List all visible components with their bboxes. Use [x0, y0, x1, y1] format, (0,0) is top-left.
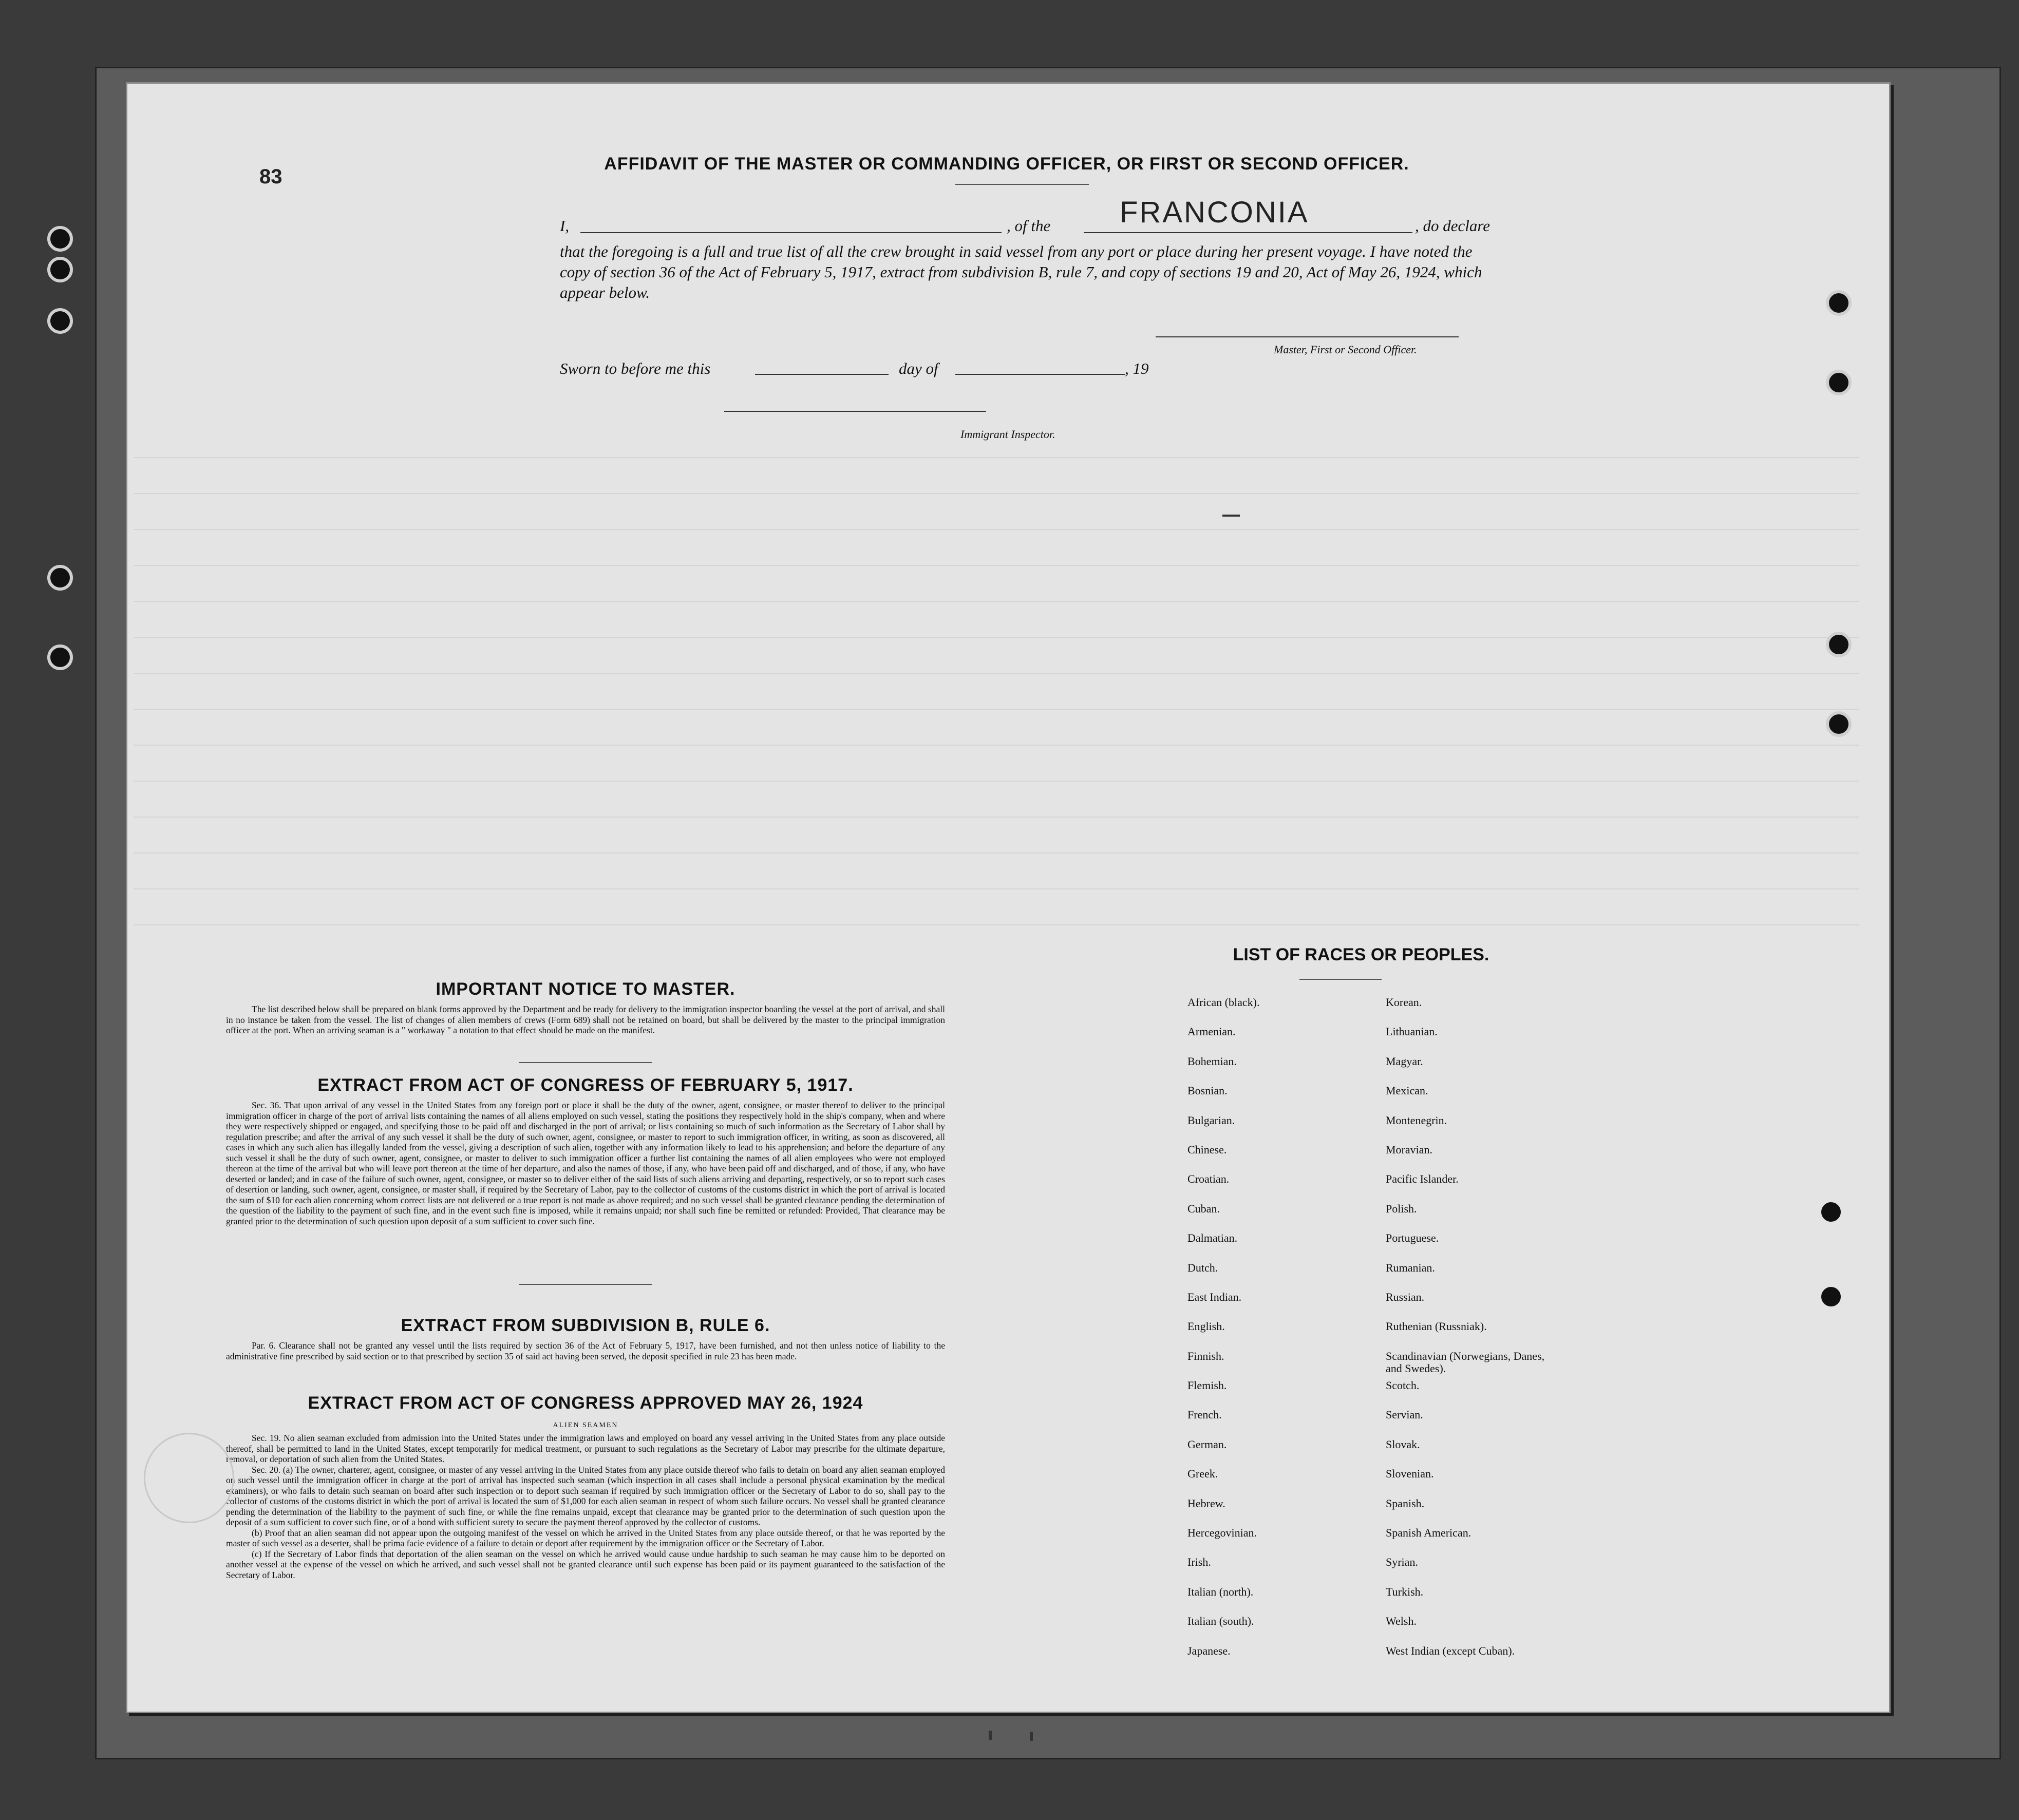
affidavit-declare-label: , do declare: [1415, 217, 1490, 235]
binder-hole: [1826, 290, 1852, 316]
race-item: Polish.: [1386, 1202, 1417, 1215]
race-item: Chinese.: [1187, 1143, 1227, 1156]
binder-hole: [47, 565, 73, 591]
race-item: Moravian.: [1386, 1143, 1433, 1156]
sec36-paragraph: Sec. 36. That upon arrival of any vessel in the United States from any foreign port or place it shall be the duty of the owner, agent, consignee, or master thereof to deliver to the principal immigration officer in charge of the port of arrival lists containing the names of all aliens employed on such vessel, stating the positions they respectively hold in the ship's company, when and where they were respectively shipped or engaged, and specifying those to be paid off and discharged in the port of arrival; or lists containing so much of such information as the Secretary of Labor shall by regulation prescribe; and after the arrival of any such vessel it shall be the duty of such owner, agent, consignee, or master to report to such immigration officer, in writing, as soon as discovered, all cases in which any such alien has illegally landed from the vessel, giving a description of such alien, together with any information likely to lead to his apprehension; and before the departure of any such vessel it shall be the duty of such owner, agent, consignee, or master to deliver to such immigration officer a further list containing the names of all alien employees who were not employed thereon at the time of the arrival but who will leave port thereon at the time of her departure, and also the names of those, if any, who have been paid off and discharged, and of those, if any, who have deserted or landed; and in case of the failure of such owner, agent, consignee, or master so to deliver either of the said lists of such aliens arriving and departing, respectively, or so to report such cases of desertion or landing, such owner, agent, consignee, or master shall, if required by the Secretary of Labor, pay to the collector of customs of the customs district in which the port of arrival is located the sum of $10 for each alien concerning whom correct lists are not delivered or a true report is not made as above required; and no such vessel shall be granted clearance pending the determination of the question of the liability to the payment of such fine, and in the event such fine is imposed, while it remains unpaid; nor shall such fine be remitted or refunded: Provided, That clearance may be granted prior to the determination of such question upon deposit of a sum sufficient to cover such fine.: [226, 1100, 945, 1226]
binder-hole: [47, 226, 73, 252]
race-item: Slovenian.: [1386, 1467, 1434, 1481]
race-item: East Indian.: [1187, 1290, 1242, 1303]
race-item: Bohemian.: [1187, 1054, 1237, 1068]
binder-hole: [1818, 1199, 1844, 1225]
affidavit-i-label: I,: [560, 217, 570, 235]
affidavit-declaration: that the foregoing is a full and true list of all the crew brought in said vessel from any port or place during her present voyage. I have noted the copy of section 36 of the Act of February 5, 1917, extract from subdivision B, rule 7, and copy of sections 19 and 20, Act of May 26, 1924, which appear below.: [560, 242, 1482, 301]
extract-1917-title: EXTRACT FROM ACT OF CONGRESS OF FEBRUARY 5, 1917.: [317, 1075, 854, 1095]
sworn-year-label: , 19: [1125, 359, 1149, 377]
sec20c-paragraph: (c) If the Secretary of Labor finds that deportation of the alien seaman on the vessel on which he arrived would cause undue hardship to such seaman he may cause him to be deported on another vessel at the expense of the vessel on which he arrived, and such vessel shall not be granted clearance until such expense has been paid or its payment guaranteed to the satisfaction of the Secretary of Labor.: [226, 1548, 945, 1580]
binder-hole: [47, 308, 73, 334]
race-item: Rumanian.: [1386, 1261, 1435, 1274]
race-item: Bulgarian.: [1187, 1113, 1235, 1127]
race-item: Russian.: [1386, 1290, 1425, 1303]
binder-hole: [1826, 632, 1852, 657]
alien-seamen-caption: ALIEN SEAMEN: [553, 1421, 618, 1429]
ship-blank-line: [1084, 232, 1412, 233]
sworn-day-of-label: day of: [899, 359, 938, 377]
notice-title: IMPORTANT NOTICE TO MASTER.: [436, 979, 735, 999]
race-item: Ruthenian (Russniak).: [1386, 1320, 1487, 1333]
races-right-column: [1386, 996, 1612, 1674]
master-signature-line: [1156, 336, 1459, 337]
sec20b-paragraph: (b) Proof that an alien seaman did not appear upon the outgoing manifest of the vessel on which he arrived in the United States from any place outside thereof, or that he was reported by the master of such vessel as a deserter, shall be prima facie evidence of a failure to detain or deport after requirement by the immigration officer or the Secretary of Labor.: [226, 1527, 945, 1548]
race-item: Pacific Islander.: [1386, 1172, 1459, 1186]
pen-mark: [1222, 515, 1240, 517]
race-item: Spanish.: [1386, 1496, 1425, 1510]
race-item: Magyar.: [1386, 1054, 1423, 1068]
name-blank-line: [580, 232, 1002, 233]
race-item: German.: [1187, 1437, 1227, 1451]
race-item: Servian.: [1386, 1408, 1423, 1421]
race-item: Turkish.: [1386, 1585, 1424, 1598]
notice-paragraph: The list described below shall be prepared on blank forms approved by the Department and be ready for delivery to the immigration inspector boarding the vessel at the port of arrival, and shall in no instance be taken from the vessel. The list of changes of alien members of crews (Form 689) shall not be retained on board, but shall be delivered by the master to the principal immigration officer at the port. When an arriving seaman is a " workaway " a notation to that effect should be made on the manifest.: [226, 1004, 945, 1035]
race-item: Spanish American.: [1386, 1526, 1471, 1540]
affidavit-title: AFFIDAVIT OF THE MASTER OR COMMANDING OFFICER, OR FIRST OR SECOND OFFICER.: [604, 154, 1409, 174]
sworn-month-line: [955, 374, 1125, 375]
races-left-column: [1187, 996, 1372, 1674]
race-item: Croatian.: [1187, 1172, 1230, 1186]
affidavit-of-the-label: , of the: [1007, 217, 1051, 235]
pen-mark: [1030, 1732, 1033, 1741]
handwritten-page-number: 83: [259, 165, 282, 188]
race-item: Finnish.: [1187, 1349, 1224, 1362]
binder-hole: [1818, 1284, 1844, 1310]
race-item: Hercegovinian.: [1187, 1526, 1257, 1540]
race-item: Lithuanian.: [1386, 1025, 1438, 1038]
race-item: French.: [1187, 1408, 1222, 1421]
race-item: Dalmatian.: [1187, 1231, 1238, 1245]
race-item: Montenegrin.: [1386, 1113, 1447, 1127]
race-item: Scandinavian (Norwegians, Danes, and Swedes).: [1386, 1349, 1545, 1375]
race-item: Syrian.: [1386, 1556, 1418, 1569]
race-item: Mexican.: [1386, 1084, 1428, 1097]
faint-stamp: [144, 1433, 234, 1523]
sec20a-paragraph: Sec. 20. (a) The owner, charterer, agent, consignee, or master of any vessel arriving in the United States from any place outside thereof who fails to detain on board any alien seaman employed on such vessel until the immigration officer in charge at the port of arrival has inspected such seaman (which inspection in all cases shall include a personal physical examination by the medical examiners), or who fails to detain such seaman on board after such inspection or to deport such seaman if required by such immigration officer or the Secretary of Labor to do so, shall pay to the collector of customs of the customs district in which the port of arrival is located the sum of $1,000 for each alien seaman in respect of whom such failure occurs. No vessel shall be granted clearance pending the determination of the liability to the payment of such fine, or while the fine remains unpaid, except that clearance may be granted prior to the determination of such question upon the deposit of a sum sufficient to cover such fine, or of a bond with sufficient surety to secure the payment thereof approved by the collector of customs.: [226, 1464, 945, 1527]
race-item: English.: [1187, 1320, 1225, 1333]
binder-hole: [47, 644, 73, 670]
race-item: Scotch.: [1386, 1379, 1420, 1392]
race-item: Japanese.: [1187, 1644, 1231, 1657]
race-item: Korean.: [1386, 996, 1422, 1009]
race-item: Armenian.: [1187, 1025, 1236, 1038]
race-item: Italian (south).: [1187, 1615, 1254, 1628]
sec19-paragraph: Sec. 19. No alien seaman excluded from admission into the United States under the immigration laws and employed on board any vessel arriving in the United States from any place outside thereof, shall be permitted to land in the United States, except temporarily for medical treatment, or pursuant to such regulations as the Secretary of Labor may prescribe for the ultimate departure, removal, or deportation of such alien from the United States.: [226, 1433, 945, 1464]
par6-paragraph: Par. 6. Clearance shall not be granted any vessel until the lists required by section 36 of the Act of February 5, 1917, have been furnished, and not then unless notice of liability to the administrative fine prescribed by said section or to that prescribed by section 35 of said act having been served, the deposit specified in rule 23 has been made.: [226, 1340, 945, 1361]
race-item: African (black).: [1187, 996, 1260, 1009]
master-signature-label: Master, First or Second Officer.: [1274, 343, 1417, 356]
sworn-day-line: [755, 374, 889, 375]
binder-hole: [1826, 711, 1852, 737]
binder-hole: [47, 257, 73, 282]
races-title: LIST OF RACES OR PEOPLES.: [1233, 945, 1489, 964]
extract-rule6-title: EXTRACT FROM SUBDIVISION B, RULE 6.: [401, 1316, 770, 1335]
binder-hole: [1826, 370, 1852, 395]
race-item: Slovak.: [1386, 1437, 1420, 1451]
extract-1924-body: [226, 1433, 945, 1580]
extract-rule6-body: [226, 1340, 945, 1361]
notice-body: [226, 1004, 945, 1036]
race-item: Welsh.: [1386, 1615, 1417, 1628]
inspector-label: Immigrant Inspector.: [960, 428, 1055, 441]
race-item: Greek.: [1187, 1467, 1218, 1481]
divider: [519, 1284, 652, 1285]
divider: [519, 1062, 652, 1063]
sworn-label: Sworn to before me this: [560, 359, 711, 377]
race-item: Flemish.: [1187, 1379, 1227, 1392]
race-item: Italian (north).: [1187, 1585, 1254, 1598]
race-item: Portuguese.: [1386, 1231, 1439, 1245]
race-item: Hebrew.: [1187, 1496, 1225, 1510]
race-item: Cuban.: [1187, 1202, 1220, 1215]
race-item: Bosnian.: [1187, 1084, 1228, 1097]
race-item: Irish.: [1187, 1556, 1211, 1569]
extract-1917-body: [226, 1100, 945, 1226]
divider: [1299, 979, 1382, 980]
inspector-signature-line: [724, 411, 986, 412]
divider: [955, 184, 1089, 185]
ship-name-field: FRANCONIA: [1120, 196, 1309, 229]
race-item: Dutch.: [1187, 1261, 1218, 1274]
race-item: West Indian (except Cuban).: [1386, 1644, 1515, 1657]
pen-mark: [989, 1731, 992, 1740]
extract-1924-title: EXTRACT FROM ACT OF CONGRESS APPROVED MAY 26, 1924: [308, 1393, 863, 1413]
